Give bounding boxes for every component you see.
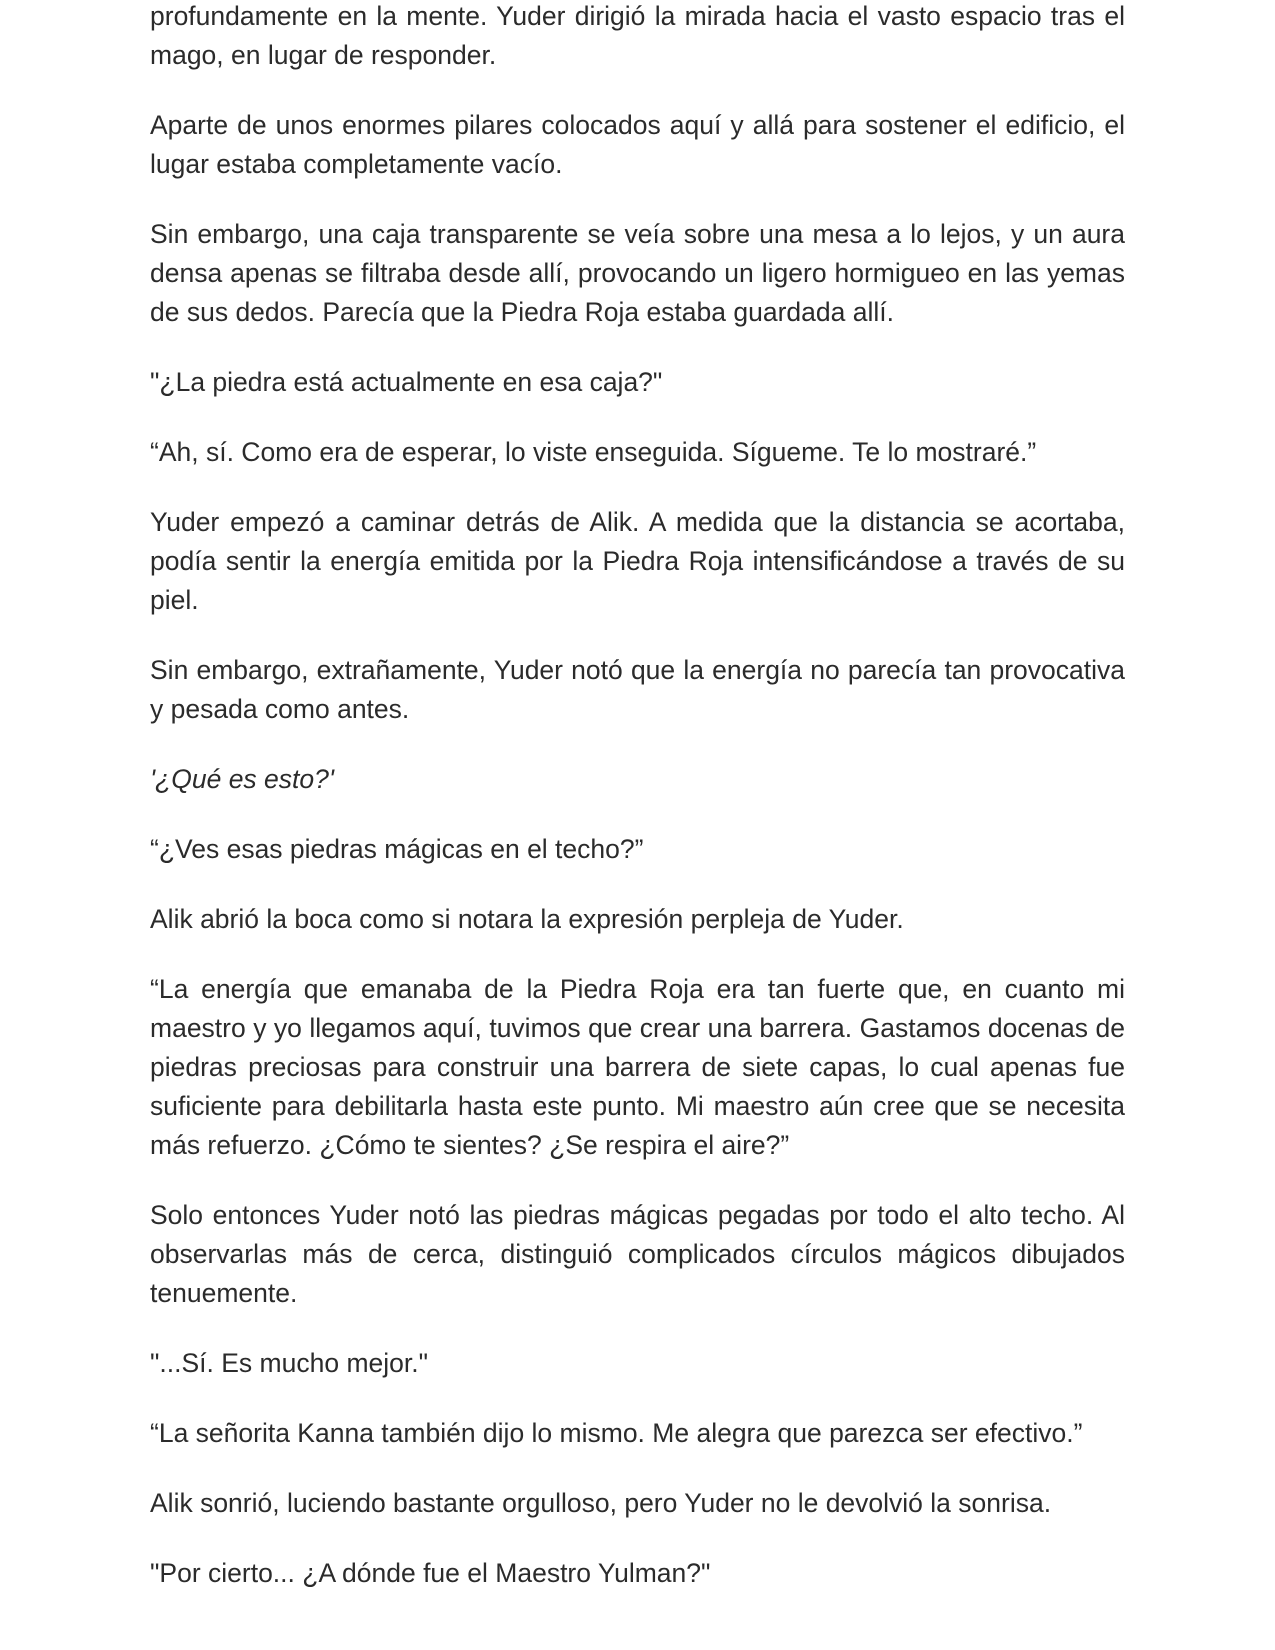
paragraph: Sin embargo, una caja transparente se veía sobre una mesa a lo lejos, y un aura densa apenas se filtraba desde allí, provocando un ligero hormigueo en las yemas de sus dedos. Parecía que la Piedra Roja estaba guardada allí. (150, 219, 1125, 327)
paragraph: Alik sonrió, luciendo bastante orgulloso, pero Yuder no le devolvió la sonrisa. (150, 1488, 1052, 1518)
paragraph: “¿Ves esas piedras mágicas en el techo?” (150, 834, 644, 864)
paragraph: Aparte de unos enormes pilares colocados aquí y allá para sostener el edificio, el lugar estaba completamente vacío. (150, 110, 1125, 179)
paragraph: profundamente en la mente. Yuder dirigió la mirada hacia el vasto espacio tras el mago, en lugar de responder. (150, 1, 1125, 70)
paragraph: "¿La piedra está actualmente en esa caja?" (150, 367, 663, 397)
paragraph: "Por cierto... ¿A dónde fue el Maestro Yulman?" (150, 1558, 711, 1588)
paragraph-thought: '¿Qué es esto?' (150, 764, 334, 794)
paragraph: Alik abrió la boca como si notara la expresión perpleja de Yuder. (150, 904, 904, 934)
paragraph: "...Sí. Es mucho mejor." (150, 1348, 429, 1378)
document-page (150, 0, 1125, 1593)
paragraph: Sin embargo, extrañamente, Yuder notó que la energía no parecía tan provocativa y pesada como antes. (150, 655, 1125, 724)
paragraph: Yuder empezó a caminar detrás de Alik. A medida que la distancia se acortaba, podía sentir la energía emitida por la Piedra Roja intensificándose a través de su piel. (150, 507, 1125, 615)
paragraph: “La energía que emanaba de la Piedra Roja era tan fuerte que, en cuanto mi maestro y yo llegamos aquí, tuvimos que crear una barrera. Gastamos docenas de piedras preciosas para construir una barrera de siete capas, lo cual apenas fue suficiente para debilitarla hasta este punto. Mi maestro aún cree que se necesita más refuerzo. ¿Cómo te sientes? ¿Se respira el aire?” (150, 974, 1125, 1160)
paragraph: “Ah, sí. Como era de esperar, lo viste enseguida. Sígueme. Te lo mostraré.” (150, 437, 1037, 467)
paragraph: “La señorita Kanna también dijo lo mismo. Me alegra que parezca ser efectivo.” (150, 1418, 1083, 1448)
paragraph: Solo entonces Yuder notó las piedras mágicas pegadas por todo el alto techo. Al observarlas más de cerca, distinguió complicados círculos mágicos dibujados tenuemente. (150, 1200, 1125, 1308)
